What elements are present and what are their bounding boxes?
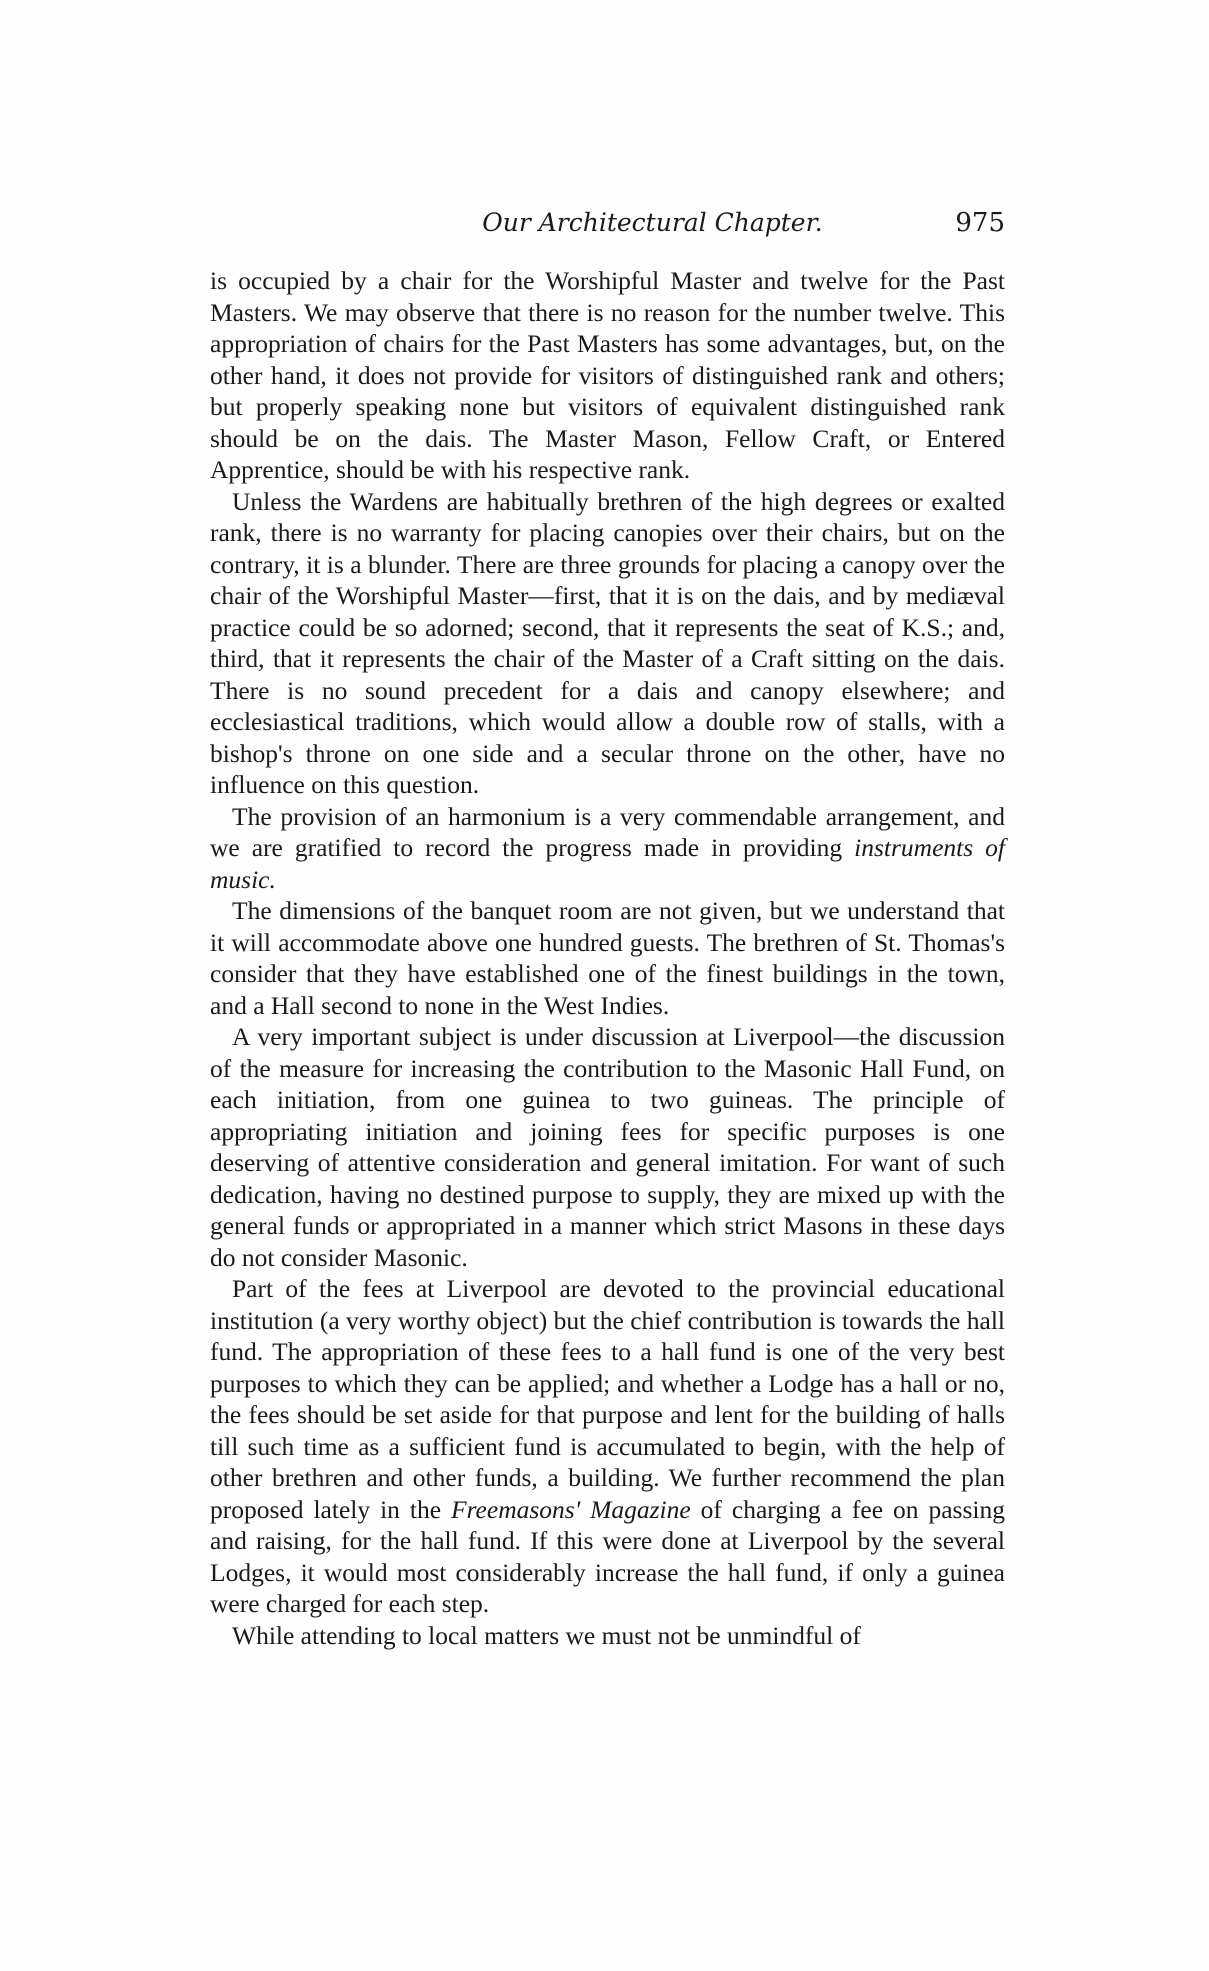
body-text [210,265,1005,1651]
paragraph-text: Part of the fees at Liverpool are devoted to the provincial educational institution (a very worthy object) but the chief contribution is towards the hall fund. The appropriation of these fees to a hall fund is one of the very best purposes to which they can be applied; and whether a Lodge has a hall or no, the fees should be set aside for that purpose and lent for the building of halls till such time as a sufficient fund is accumulated to begin, with the help of other brethren and other funds, a building. We further recommend the plan proposed lately in the [210,1274,1005,1524]
paragraph: The dimensions of the banquet room are not given, but we understand that it will accommodate above one hundred guests. The brethren of St. Thomas's consider that they have established one of the finest buildings in the town, and a Hall second to none in the West Indies. [210,896,1005,1020]
paragraph: A very important subject is under discussion at Liverpool—the discussion of the measure for increasing the contribution to the Masonic Hall Fund, on each initiation, from one guinea to two guineas. The principle of appropriating initiation and joining fees for specific purposes is one deserving of attentive consideration and general imitation. For want of such dedication, having no destined purpose to supply, they are mixed up with the general funds or appropriated in a manner which strict Masons in these days do not consider Masonic. [210,1022,1005,1272]
paragraph-text: The provision of an harmonium is a very commendable arrangement, and we are gratified to record the progress made in providing [210,801,1005,862]
running-title: Our Architectural Chapter. [482,208,823,237]
paragraph: While attending to local matters we must not be unmindful of [232,1620,861,1650]
page-header [210,208,1005,248]
italic-phrase: instruments of music. [210,833,1006,894]
paragraph: is occupied by a chair for the Worshipful Master and twelve for the Past Masters. We may observe that there is no reason for the number twelve. This appropriation of chairs for the Past Masters has some advantages, but, on the other hand, it does not provide for visitors of distinguished rank and others; but properly speaking none but visitors of equivalent distinguished rank should be on the dais. The Master Mason, Fellow Craft, or Entered Apprentice, should be with his respective rank. [210,266,1005,484]
paragraph [210,1273,1005,1620]
paragraph: Unless the Wardens are habitually brethren of the high degrees or exalted rank, there is no warranty for placing canopies over their chairs, but on the contrary, it is a blunder. There are three grounds for placing a canopy over the chair of the Worshipful Master—first, that it is on the dais, and by mediæval practice could be so adorned; second, that it represents the seat of K.S.; and, third, that it represents the chair of the Master of a Craft sitting on the dais. There is no sound precedent for a dais and canopy elsewhere; and ecclesiastical traditions, which would allow a double row of stalls, with a bishop's throne on one side and a secular throne on the other, have no influence on this question. [210,486,1005,799]
paragraph-text: of charging a fee on passing and raising, for the hall fund. If this were done at Liverpool by the several Lodges, it would most considerably increase the hall fund, if only a guinea were charged for each step. [210,1494,1005,1618]
page-number: 975 [955,208,1005,238]
italic-phrase: Freemasons' Magazine [451,1494,691,1524]
paragraph [210,801,1005,896]
